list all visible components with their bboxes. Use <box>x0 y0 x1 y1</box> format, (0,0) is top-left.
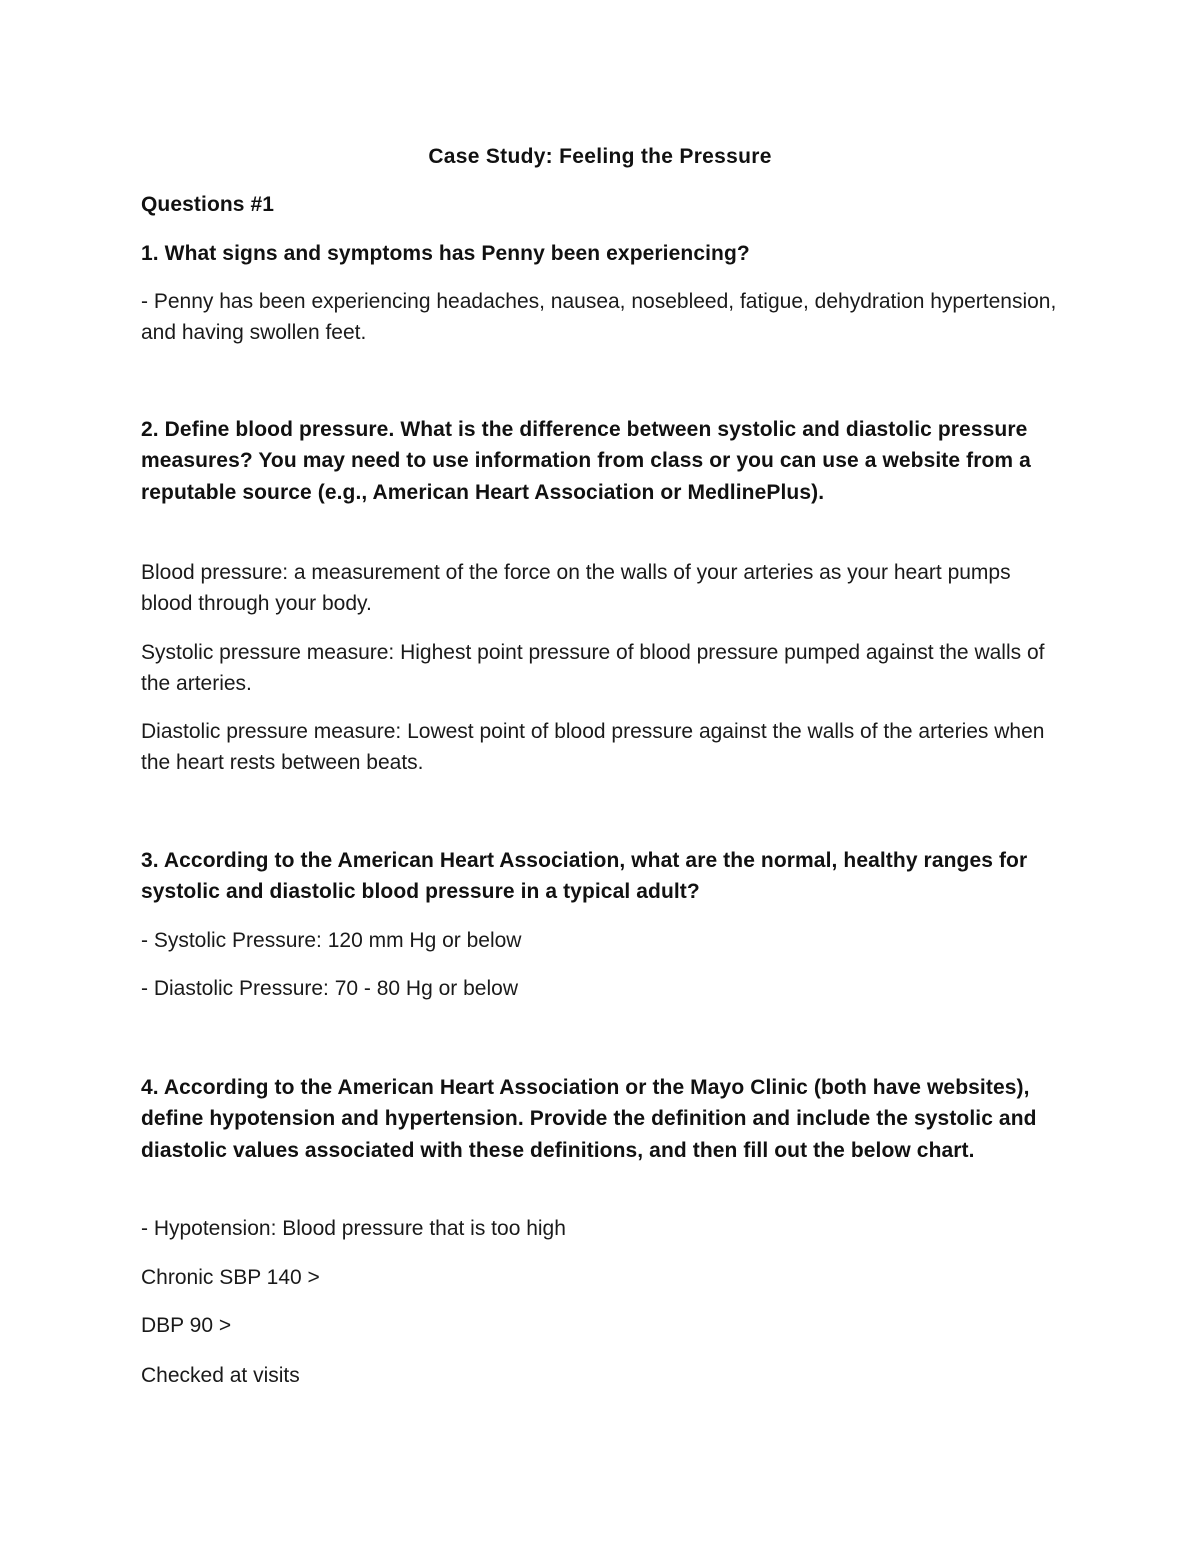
answer-2-systolic: Systolic pressure measure: Highest point pressure of blood pressure pumped against the walls of the arteries. <box>141 641 1045 696</box>
answer-2-blood-pressure: Blood pressure: a measurement of the force on the walls of your arteries as your heart pumps blood through your body. <box>141 561 1011 616</box>
answer-1: - Penny has been experiencing headaches, nausea, nosebleed, fatigue, dehydration hypertension, and having swollen feet. <box>141 290 1057 345</box>
question-1: 1. What signs and symptoms has Penny been experiencing? <box>141 242 750 265</box>
question-3: 3. According to the American Heart Association, what are the normal, healthy ranges for systolic and diastolic blood pressure in a typical adult? <box>141 849 1028 904</box>
document-title: Case Study: Feeling the Pressure <box>428 145 772 168</box>
answer-4-hypotension: - Hypotension: Blood pressure that is too high <box>141 1217 566 1240</box>
answer-4-sbp: Chronic SBP 140 > <box>141 1266 320 1289</box>
answer-2-diastolic: Diastolic pressure measure: Lowest point of blood pressure against the walls of the arteries when the heart rests between beats. <box>141 720 1045 775</box>
answer-3-diastolic: - Diastolic Pressure: 70 - 80 Hg or below <box>141 977 518 1000</box>
question-2: 2. Define blood pressure. What is the difference between systolic and diastolic pressure measures? You may need to use information from class or you can use a website from a reputable source (e.g., American Heart Association or MedlinePlus). <box>141 418 1031 504</box>
answer-3-systolic: - Systolic Pressure: 120 mm Hg or below <box>141 929 522 952</box>
answer-4-dbp: DBP 90 > <box>141 1314 232 1337</box>
question-4: 4. According to the American Heart Association or the Mayo Clinic (both have websites), define hypotension and hypertension. Provide the definition and include the systolic and diastolic values associated with these definitions, and then fill out the below chart. <box>141 1076 1037 1162</box>
section-heading: Questions #1 <box>141 193 275 216</box>
answer-4-checked: Checked at visits <box>141 1364 300 1387</box>
